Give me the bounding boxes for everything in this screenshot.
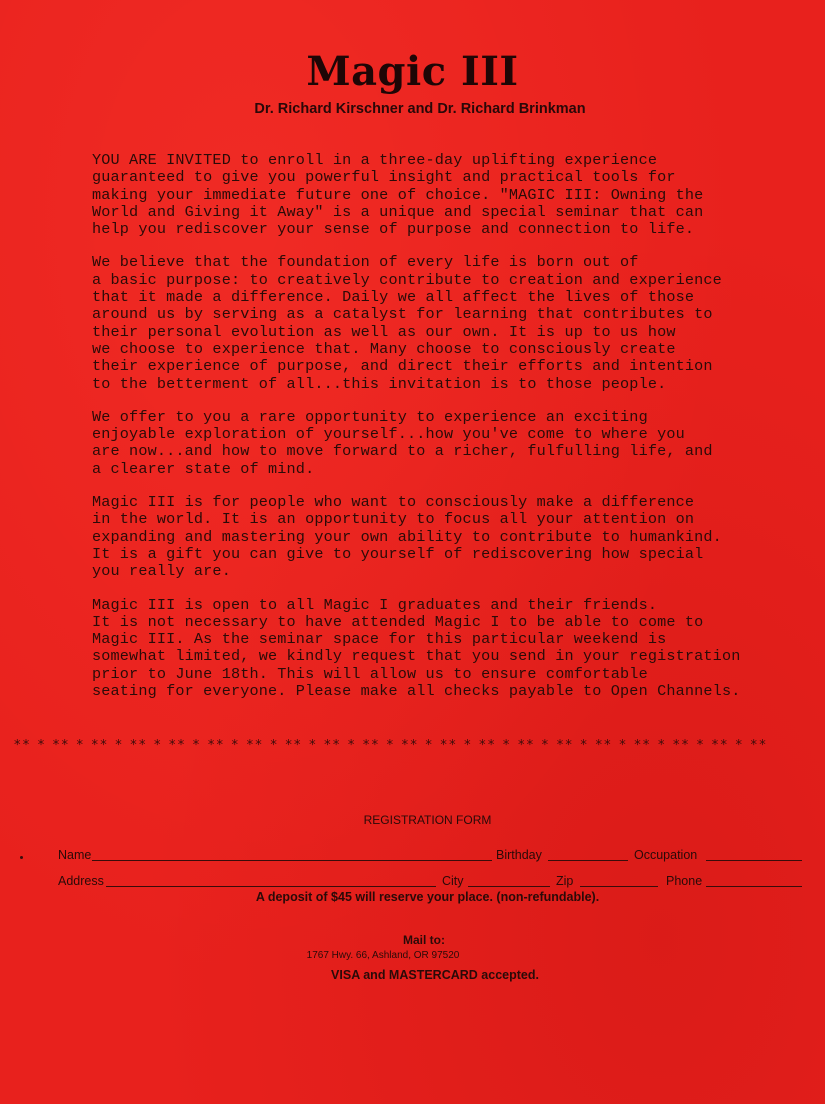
mail-to-label: Mail to: (403, 933, 445, 947)
city-label: City (442, 874, 464, 888)
deposit-note: A deposit of $45 will reserve your place. (non-refundable). (255, 890, 600, 904)
page-title: Magic III (306, 48, 519, 95)
cards-accepted-note: VISA and MASTERCARD accepted. (331, 968, 539, 982)
stray-dot (20, 856, 23, 859)
paragraph-offer: We offer to you a rare opportunity to experience an exciting enjoyable exploration of yourself...how you've come to where you are now...and how to move forward to a richer, fulfulling life, and a clearer state of mind. (92, 407, 713, 478)
paragraph-registration-info: Magic III is open to all Magic I graduates and their friends. It is not necessary to have attended Magic I to be able to come to Magic III. As the seminar space for this particular weekend is somewhat limited, we kindly request that you send in your registration prior to June 18th. This will allow us to ensure comfortable seating for everyone. Please make all checks payable to Open Channels. (92, 595, 741, 701)
paragraph-invitation: YOU ARE INVITED to enroll in a three-day uplifting experience guaranteed to give you powerful insight and practical tools for making your immediate future one of choice. "MAGIC III: Owning the World and Giving it Away" is a unique and special seminar that can help you rediscover your sense of purpose and connection to life. (92, 151, 704, 239)
form-row-2 (58, 874, 808, 890)
body-text (92, 152, 812, 716)
paragraph-belief: We believe that the foundation of every life is born out of a basic purpose: to creatively contribute to creation and experience that it made a difference. Daily we all affect the lives of those around us by serving as a catalyst for learning that contributes to their personal evolution as well as our own. It is up to us how we choose to experience that. Many choose to consciously create their experience of purpose, and direct their efforts and intention to the betterment of all...this invitation is to those people. (92, 253, 722, 393)
name-label: Name (58, 848, 92, 862)
occupation-field[interactable] (706, 860, 802, 861)
address-field[interactable] (106, 886, 436, 887)
zip-field[interactable] (580, 886, 658, 887)
birthday-field[interactable] (548, 860, 628, 861)
phone-label: Phone (666, 874, 703, 888)
city-field[interactable] (468, 886, 550, 887)
phone-field[interactable] (706, 886, 802, 887)
authors-line: Dr. Richard Kirschner and Dr. Richard Brinkman (254, 101, 586, 117)
name-field[interactable] (92, 860, 492, 861)
paragraph-purpose: Magic III is for people who want to consciously make a difference in the world. It is an opportunity to focus all your attention on expanding and mastering your own ability to contribute to humankind. It is a gift you can give to yourself of rediscovering how special you really are. (92, 493, 722, 581)
birthday-label: Birthday (496, 848, 542, 862)
zip-label: Zip (556, 874, 574, 888)
form-row-1 (58, 848, 808, 864)
mailing-address: 1767 Hwy. 66, Ashland, OR 97520 (306, 950, 460, 961)
star-divider: ** * ** * ** * ** * ** * ** * ** * ** * ** * ** * ** * ** * ** * ** * ** * ** * ** * ** * ** * ** (14, 738, 768, 753)
address-label: Address (58, 874, 104, 888)
occupation-label: Occupation (634, 848, 698, 862)
registration-form-title: REGISTRATION FORM (363, 813, 492, 827)
